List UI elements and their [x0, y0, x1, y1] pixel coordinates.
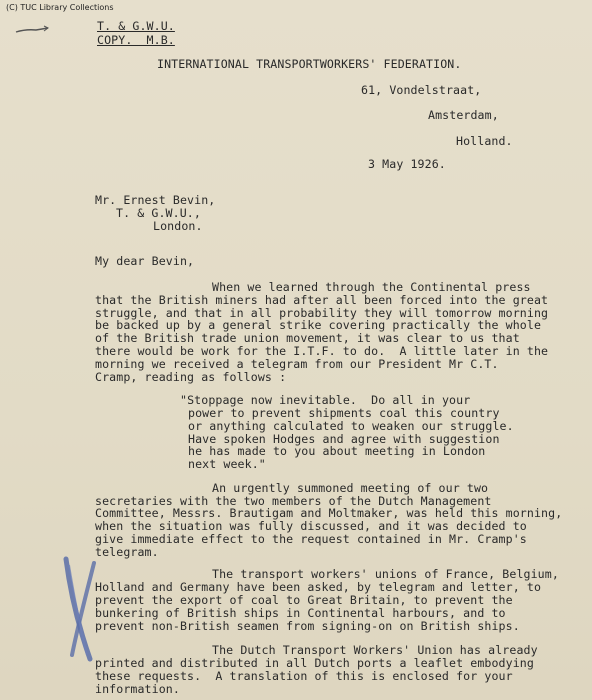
quote-line: Have spoken Hodges and agree with suggestion	[188, 432, 500, 446]
quote-line: power to prevent shipments coal this country	[188, 406, 500, 420]
organisation-heading: INTERNATIONAL TRANSPORTWORKERS' FEDERATION.	[157, 57, 462, 71]
quote-line: he has made to you about meeting in London	[188, 444, 486, 458]
address-line: Holland.	[456, 134, 513, 148]
recipient-line: T. & G.W.U.,	[116, 206, 201, 220]
body-line: there would be work for the I.T.F. to do. A little later in the	[95, 344, 549, 358]
body-line: prevent non-British seamen from signing-on on British ships.	[95, 619, 520, 633]
body-line: of the British trade union movement, it was clear to us that	[95, 331, 520, 345]
copyright-watermark: (C) TUC Library Collections	[6, 3, 114, 12]
body-line: Committee, Messrs. Brautigam and Moltmaker, was held this morning,	[95, 506, 563, 520]
address-line: Amsterdam,	[428, 108, 499, 122]
pencil-mark	[14, 24, 50, 36]
body-line: The transport workers' unions of France, Belgium,	[212, 567, 559, 581]
blue-pencil-cross-mark	[60, 555, 100, 665]
ref-union: T. & G.W.U.	[97, 19, 175, 33]
body-line: Cramp, reading as follows :	[95, 370, 287, 384]
body-line: Holland and Germany have been asked, by telegram and letter, to	[95, 580, 542, 594]
recipient-line: London.	[153, 219, 203, 233]
body-line: when the situation was fully discussed, and it was decided to	[95, 519, 527, 533]
body-line: struggle, and that in all probability they will tomorrow morning	[95, 306, 549, 320]
body-line: these requests. A translation of this is enclosed for your	[95, 669, 513, 683]
quote-line: or anything calculated to weaken our struggle.	[188, 419, 514, 433]
body-line: that the British miners had after all been forced into the great	[95, 293, 549, 307]
address-line: 61, Vondelstraat,	[361, 83, 482, 97]
body-line: secretaries with the two members of the Dutch Management	[95, 494, 492, 508]
letter-date: 3 May 1926.	[368, 157, 446, 171]
body-line: The Dutch Transport Workers' Union has already	[212, 643, 538, 657]
body-line: An urgently summoned meeting of our two	[212, 481, 489, 495]
body-line: be backed up by a general strike covering practically the whole	[95, 318, 542, 332]
quote-line: "Stoppage now inevitable. Do all in your	[180, 393, 471, 407]
body-line: bunkering of British ships in Continental harbours, and to	[95, 606, 506, 620]
salutation: My dear Bevin,	[95, 254, 195, 268]
body-line: information.	[95, 682, 180, 696]
quote-line: next week."	[188, 457, 266, 471]
body-line: prevent the export of coal to Great Britain, to prevent the	[95, 593, 513, 607]
recipient-line: Mr. Ernest Bevin,	[95, 193, 216, 207]
body-line: When we learned through the Continental press	[212, 280, 531, 294]
body-line: give immediate effect to the request contained in Mr. Cramp's	[95, 532, 527, 546]
body-line: morning we received a telegram from our President Mr C.T.	[95, 357, 499, 371]
ref-copy: COPY. M.B.	[97, 33, 175, 47]
body-line: printed and distributed in all Dutch ports a leaflet embodying	[95, 656, 534, 670]
body-line: telegram.	[95, 545, 159, 559]
